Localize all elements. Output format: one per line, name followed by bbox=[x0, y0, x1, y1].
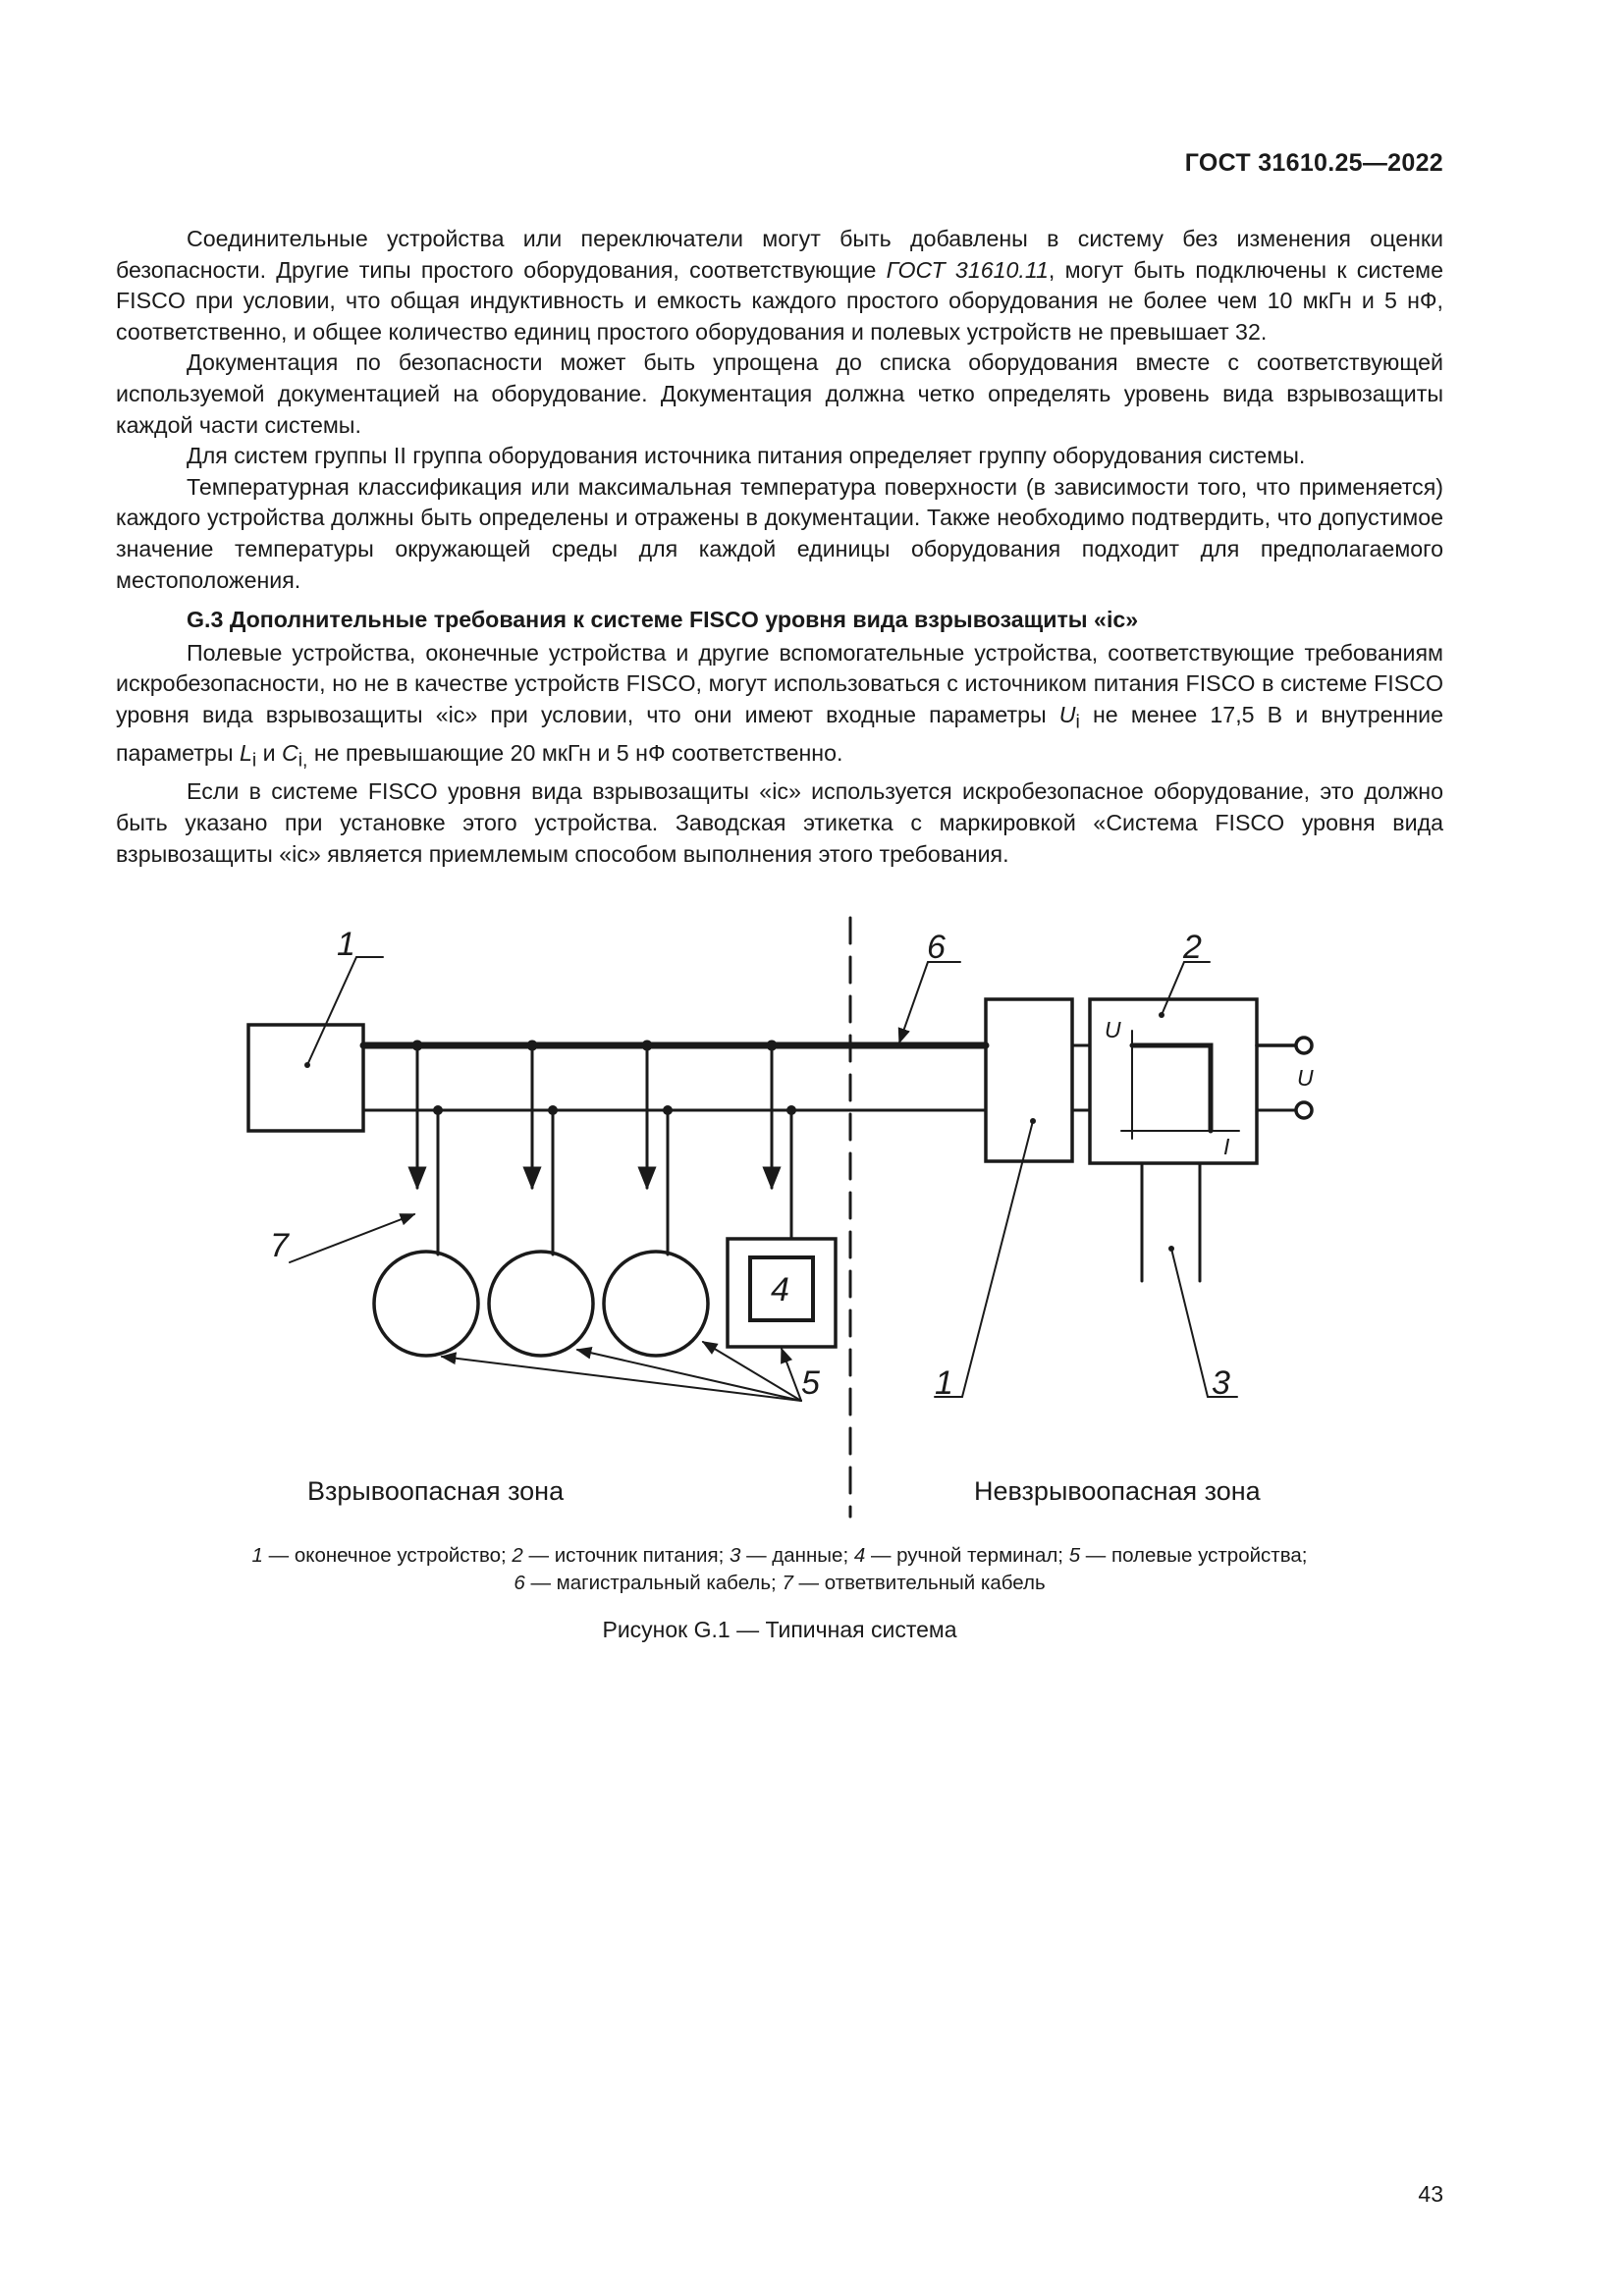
text-run: , могут быть подключены к системе FISCO при условии, что общая индуктивность и емкость каждого простого оборудования не более чем 10 мкГн и 5 нФ, соответственно, и общее количество единиц простого оборудования и полевых устройств не превышает 32. bbox=[116, 256, 1443, 345]
ui-characteristic bbox=[1132, 1045, 1211, 1131]
field-device bbox=[604, 1252, 708, 1356]
text-run: Полевые устройства, оконечные устройства и другие вспомогательные устройства, соответствующие требованиям искробезопасности, но не в качестве устройств FISCO, могут использоваться с источником питания FISCO в системе FISCO уровня вида взрывозащиты «ic» при условии, что они имеют входные параметры bbox=[116, 639, 1443, 727]
paragraph bbox=[116, 224, 1443, 347]
label-6: 6 bbox=[927, 929, 946, 966]
paragraph: Для систем группы II группа оборудования источника питания определяет группу оборудования системы. bbox=[187, 443, 1306, 469]
leader-3 bbox=[1171, 1249, 1208, 1397]
legend-line: 6 — магистральный кабель; 7 — ответвительный кабель bbox=[514, 1572, 1046, 1594]
text-run: не менее 17,5 В и внутренние параметры bbox=[116, 701, 1443, 767]
i-axis-label: I bbox=[1223, 1134, 1230, 1159]
standard-reference: ГОСТ 31610.11 bbox=[886, 256, 1049, 283]
label-7: 7 bbox=[270, 1227, 289, 1264]
field-device bbox=[489, 1252, 593, 1356]
text-run: и bbox=[256, 740, 282, 767]
zone-hazardous-label: Взрывоопасная зона bbox=[307, 1476, 565, 1506]
subscript: i bbox=[1075, 712, 1080, 733]
section-heading: G.3 Дополнительные требования к системе FISCO уровня вида взрывозащиты «ic» bbox=[187, 607, 1139, 633]
leader-6 bbox=[899, 962, 928, 1042]
u-output-label: U bbox=[1297, 1065, 1314, 1091]
text-run: Соединительные устройства или переключатели могут быть добавлены в систему без изменения оценки безопасности. Другие типы простого оборудования, соответствующие bbox=[116, 226, 1443, 283]
label-3: 3 bbox=[1212, 1364, 1230, 1402]
label-4: 4 bbox=[771, 1271, 789, 1308]
figure-legend bbox=[116, 1542, 1443, 1597]
figure-typical-system bbox=[0, 883, 1624, 1571]
field-device bbox=[374, 1252, 478, 1356]
zone-safe-label: Невзрывоопасная зона bbox=[974, 1476, 1261, 1506]
leader-7 bbox=[290, 1214, 414, 1262]
u-axis-label: U bbox=[1105, 1017, 1121, 1042]
symbol-l: L bbox=[239, 740, 252, 767]
label-1-left: 1 bbox=[337, 926, 355, 963]
label-2: 2 bbox=[1183, 929, 1202, 966]
subscript: i bbox=[251, 750, 257, 772]
body-text bbox=[116, 224, 1443, 870]
leader-5 bbox=[782, 1349, 801, 1401]
terminator-box-left bbox=[248, 1025, 363, 1131]
label-5: 5 bbox=[801, 1364, 820, 1402]
figure-caption: Рисунок G.1 — Типичная система bbox=[602, 1617, 957, 1642]
paragraph: Документация по безопасности может быть упрощена до списка оборудования вместе с соответствующей используемой документацией на оборудование. Документация должна четко определять уровень вида взрывозащиты каждой части системы. bbox=[116, 349, 1443, 438]
document-header: ГОСТ 31610.25—2022 bbox=[1184, 149, 1443, 177]
label-1-right: 1 bbox=[935, 1364, 953, 1402]
leader-5 bbox=[577, 1350, 801, 1401]
leader-5 bbox=[703, 1342, 801, 1401]
leader-2 bbox=[1162, 962, 1184, 1015]
symbol-c: C bbox=[281, 740, 298, 767]
paragraph: Если в системе FISCO уровня вида взрывозащиты «ic» используется искробезопасное оборудование, это должно быть указано при установке этого устройства. Заводская этикетка с маркировкой «Система FISCO уровня вида взрывозащиты «ic» является приемлемым способом выполнения этого требования. bbox=[116, 778, 1443, 867]
symbol-u: U bbox=[1058, 701, 1076, 727]
legend-line: 1 — оконечное устройство; 2 — источник питания; 3 — данные; 4 — ручной терминал; 5 — полевые устройства; bbox=[251, 1544, 1308, 1567]
leader-5 bbox=[442, 1357, 801, 1401]
paragraph bbox=[116, 638, 1443, 777]
text-run: не превышающие 20 мкГн и 5 нФ соответственно. bbox=[307, 740, 843, 767]
output-terminal bbox=[1296, 1102, 1312, 1118]
system-diagram bbox=[0, 883, 1624, 1571]
paragraph: Температурная классификация или максимальная температура поверхности (в зависимости того, что применяется) каждого устройства должны быть определены и отражены в документации. Также необходимо подтвердить, что допустимое значение температуры окружающей среды для каждой единицы оборудования подходит для предполагаемого местоположения. bbox=[116, 473, 1443, 593]
subscript: i, bbox=[298, 750, 308, 772]
page-number: 43 bbox=[1418, 2181, 1443, 2207]
leader-1-left bbox=[307, 957, 356, 1065]
output-terminal bbox=[1296, 1038, 1312, 1053]
